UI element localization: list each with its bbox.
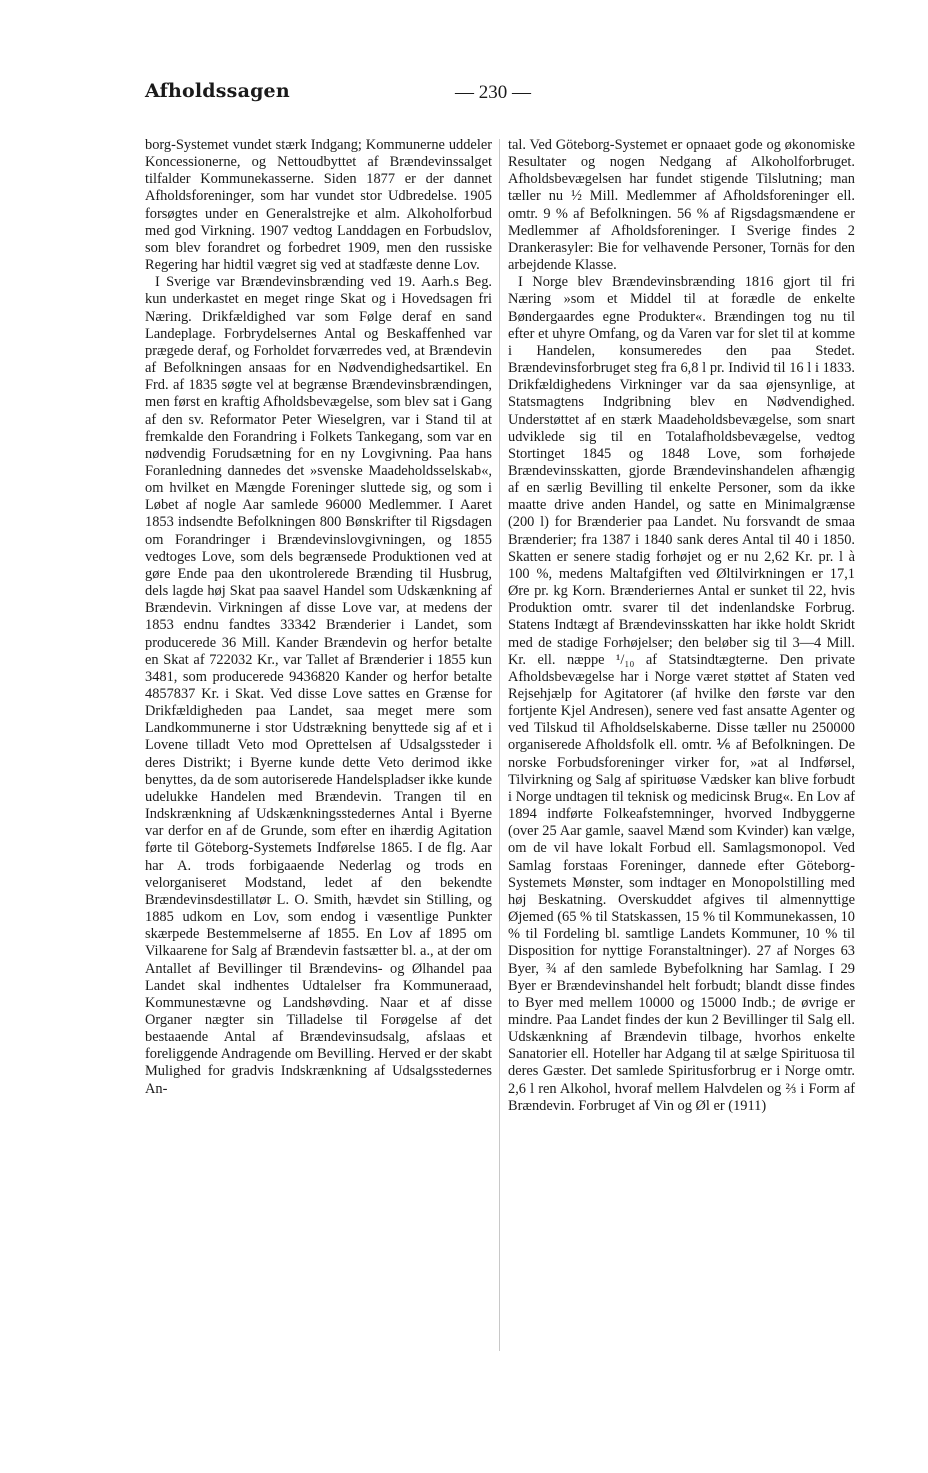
running-title: Afholdssagen xyxy=(145,80,290,102)
page-header xyxy=(145,80,883,114)
right-paragraph-2: I Norge blev Brændevinsbrænding 1816 gjort til fri Næring »som et Middel til at forædle de enkelte Bøndergaardes egne Produkter«. Brændingen tog nu til efter et uhyre Omfang, og da Varen var for slet til at komme i Handelen, konsumeredes den paa Stedet. Brændevinsforbruget steg fra 6,8 l pr. Individ til 16 l i 1833. Drikfældighedens Virkninger var da saa øjensynlige, at Statsmagtens Indgribning blev en Nødvendighed. Understøttet af en stærk Maadeholdsbevægelse, som snart udviklede sig til en Totalafholdsbevægelse, vedtog Stortinget 1845 og 1848 Love, som forhøjede Brændevinsskatten, gjorde Brændevinshandelen afhængig af en særlig Bevilling til enkelte Personer, som da ikke maatte drive anden Handel, og satte en Minimalgrænse (200 l) for Brænderier paa Landet. Nu forsvandt de smaa Brænderier; fra 1387 i 1840 sank deres Antal til 40 i 1850. Skatten er senere stadig forhøjet og er nu 2,62 Kr. pr. l à 100 %, medens Maltafgiften ved Øltilvirkningen er 17,1 Øre pr. kg Korn. Brænderiernes Antal er sunket til 22, hvis Produktion omtr. svarer til det indenlandske Forbrug. Statens Indtægt af Brændevinsskatten har ikke holdt Skridt med de stadige Forhøjelser; den beløber sig til 3—4 Mill. Kr. ell. næppe ¹/₁₀ af Statsindtægterne. Den private Afholdsbevægelse har i Norge været støttet af Staten ved Rejsehjælp for Agitatorer (af hvilke den første var den fortjente Kjel Andresen), senere ved fast ansatte Agenter og ved Tilskud til Afholdselskaberne. Disse tæller nu 250000 organiserede Afholdsfolk ell. omtr. ⅙ af Befolkningen. De norske Forbudsforeninger virker for, »at al Indførsel, Tilvirkning og Salg af spirituøse Vædsker kan blive forbudt i Norge undtagen til teknisk og medicinsk Brug«. En Lov af 1894 indførte Folkeafstemninger, hvorved Indbyggerne (over 25 Aar gamle, saavel Mænd som Kvinder) kan vælge, om de vil have lokalt Forbud ell. Samlagsmonopol. Ved Samlag forstaas Foreninger, dannede efter Göteborg-Systemets Mønster, som indtager en Monopolstilling med høj Beskatning. Overskuddet afgives til almennyttige Øjemed (65 % til Statskassen, 15 % til Kommunekassen, 10 % til Fordeling bl. samtlige Landets Kommuner, 10 % til Disposition for nyttige Foranstaltninger). 27 af Norges 63 Byer, ¾ af den samlede Bybefolkning har Samlag. I 29 Byer er Brændevinshandel helt forbudt; blandt disse findes to Byer med mellem 10000 og 15000 Indb.; de øvrige er mindre. Paa Landet findes der kun 2 Bevillinger til Salg ell. Udskænkning af Brændevin tilbage, hvorhos enkelte Sanatorier ell. Hoteller har Adgang til at sælge Spirituosa til deres Gæster. Det samlede Spiritusforbrug er i Norge omtr. 2,6 l ren Alkohol, hvoraf mellem Halvdelen og ⅔ i Form af Brændevin. Forbruget af Vin og Øl er (1911) xyxy=(508,274,855,1114)
left-column xyxy=(145,137,492,1098)
left-paragraph-2: I Sverige var Brændevinsbrænding ved 19. Aarh.s Beg. kun underkastet en meget ringe Skat og i Hovedsagen fri Næring. Drikfældighed var som Følge deraf en sand Landeplage. Forbrydelsernes Antal og Beskaffenhed var prægede deraf, og Forholdet forværredes ved, at Brændevin af Befolkningen ansaas for en Nødvendighedsartikel. En Frd. af 1835 søgte vel at begrænse Brændevinsbrændingen, men først en kraftig Afholdsbevægelse, som blev sat i Gang af den sv. Reformator Peter Wieselgren, var i Stand til at fremkalde den Forandring i Folkets Tankegang, som var en nødvendig Forudsætning for en ny Lovgivning. Paa hans Foranledning dannedes det »svenske Maadeholdsselskab«, om hvilket en Mængde Foreninger sluttede sig, og som i Løbet af nogle Aar samlede 96000 Medlemmer. I Aaret 1853 indsendte Befolkningen 800 Bønskrifter til Rigsdagen om Forandringer i Brændevinslovgivningen, og 1855 vedtoges Love, som dels begrænsede Produktionen ved at gøre Ende paa den ukontrolerede Brænding til Husbrug, dels lagde høj Skat paa saavel Handel som Udskænkning af Brændevin. Virkningen af disse Love var, at medens der 1853 endnu fandtes 33342 Brænderier i Landet, som producerede 36 Mill. Kander Brændevin og herfor betalte en Skat af 722032 Kr., var Tallet af Brænderier i 1855 kun 3481, som producerede 9436820 Kander og herfor betalte 4857837 Kr. i Skat. Ved disse Love sattes en Grænse for Drikfældigheden paa Landet, saa meget mere som Landkommunerne i stor Udstrækning benyttede sig af et i Lovene tilladt Veto mod Oprettelsen af Udsalgssteder i deres Distrikt; i Byerne kunde dette Veto derimod ikke benyttes, da de som autoriserede Handelspladser ikke kunde udelukke Handelen med Brændevin. Trangen til en Indskrænkning af Udskænkningsstedernes Antal i Byerne var derfor en af de Grunde, som efter en ihærdig Agitation førte til Göteborg-Systemets Indførelse 1865. I de flg. Aar har A. trods forbigaaende Nederlag og trods en velorganiseret Modstand, ledet af den bekendte Brændevinsdestillatør L. O. Smith, hævdet sin Stilling, og 1885 udkom en Lov, som endog i væsentlige Punkter skærpede Bestemmelserne af 1855. En Lov af 1895 om Vilkaarene for Salg af Brændevin fastsætter bl. a., at der om Antallet af Bevillinger til Brændevins- og Ølhandel paa Landet skal indhentes Udtalelser fra Kommuneraad, Kommunestævne og Landshøvding. Naar et af disse Organer nægter sin Tilladelse til Forøgelse af det bestaaende Antal af Brændevinsudsalg, afslaas et foreliggende Andragende om Bevilling. Herved er der skabt Mulighed for gradvis Indskrænkning af Udsalgsstedernes An- xyxy=(145,274,492,1097)
page-number: — 230 — xyxy=(455,82,531,103)
right-paragraph-1: tal. Ved Göteborg-Systemet er opnaaet gode og økonomiske Resultater og nogen Nedgang af Alkoholforbruget. Afholdsbevægelsen har fundet stigende Tilslutning; man tæller nu ½ Mill. Medlemmer af Afholdsforeninger ell. omtr. 9 % af Befolkningen. 56 % af Rigsdagsmændene er Medlemmer af Afholdsforeninger. I Sverige findes 2 Drankerasyler: Bie for velhavende Personer, Tornäs for den arbejdende Klasse. xyxy=(508,137,855,274)
column-divider xyxy=(499,139,500,1351)
right-column xyxy=(508,137,855,1115)
left-paragraph-1: borg-Systemet vundet stærk Indgang; Kommunerne uddeler Koncessionerne, og Nettoudbyttet af Brændevinssalget tilfalder Kommunekasserne. Siden 1877 er der dannet Afholdsforeninger, som har vundet stor Udbredelse. 1905 forsøgtes under en Generalstrejke et alm. Alkoholforbud med god Virkning. 1907 vedtog Landdagen en Forbudslov, som blev forandret og forbedret 1909, men den russiske Regering har hidtil vægret sig ved at stadfæste denne Lov. xyxy=(145,137,492,274)
